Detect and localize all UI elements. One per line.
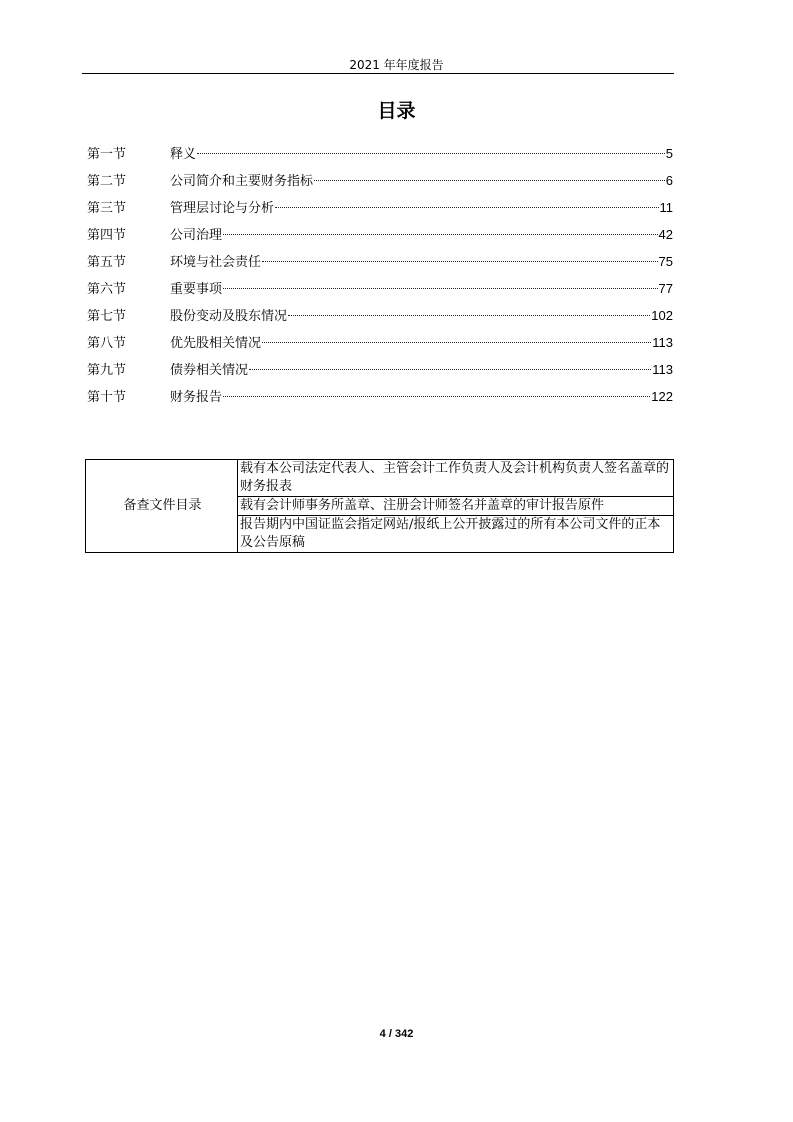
toc-section-number: 第十节 xyxy=(87,390,127,405)
toc-section-name: 重要事项 xyxy=(170,282,223,297)
reference-documents-table xyxy=(85,459,674,553)
toc-section-number: 第一节 xyxy=(87,147,127,162)
toc-section-number: 第四节 xyxy=(87,228,127,243)
toc-title: 目录 xyxy=(377,100,416,122)
toc-section-number: 第九节 xyxy=(87,363,127,378)
page-number: 4 / 342 xyxy=(379,1028,414,1040)
toc-leader-dots xyxy=(249,369,651,370)
toc-section-name: 股份变动及股东情况 xyxy=(170,309,288,324)
toc-page-number: 5 xyxy=(665,146,673,161)
toc-leader-dots xyxy=(223,396,650,397)
toc-section-number: 第二节 xyxy=(87,174,127,189)
toc-entry[interactable] xyxy=(87,360,673,387)
toc-leader-dots xyxy=(223,288,658,289)
toc-page-number: 122 xyxy=(651,389,673,404)
toc-page-number: 42 xyxy=(658,227,673,242)
toc-page-number: 75 xyxy=(658,254,673,269)
report-header-title: 2021 年年度报告 xyxy=(349,58,444,72)
reference-document-item: 载有本公司法定代表人、主管会计工作负责人及会计机构负责人签名盖章的财务报表 xyxy=(238,460,674,497)
toc-page-number: 113 xyxy=(652,362,673,377)
table-of-contents xyxy=(87,144,673,414)
toc-section-name: 释义 xyxy=(170,147,197,162)
toc-section-name: 优先股相关情况 xyxy=(170,336,262,351)
toc-leader-dots xyxy=(288,315,650,316)
toc-page-number: 6 xyxy=(665,173,673,188)
toc-section-name: 公司简介和主要财务指标 xyxy=(170,174,314,189)
toc-entry[interactable] xyxy=(87,198,673,225)
toc-page-number: 77 xyxy=(658,281,673,296)
toc-section-name: 环境与社会责任 xyxy=(170,255,262,270)
toc-entry[interactable] xyxy=(87,387,673,414)
toc-leader-dots xyxy=(223,234,658,235)
reference-document-item: 报告期内中国证监会指定网站/报纸上公开披露过的所有本公司文件的正本及公告原稿 xyxy=(238,516,674,553)
toc-section-number: 第七节 xyxy=(87,309,127,324)
toc-leader-dots xyxy=(275,207,658,208)
toc-leader-dots xyxy=(262,261,658,262)
header-divider xyxy=(82,73,674,74)
toc-page-number: 102 xyxy=(651,308,673,323)
toc-section-name: 管理层讨论与分析 xyxy=(170,201,275,216)
toc-entry[interactable] xyxy=(87,225,673,252)
toc-entry[interactable] xyxy=(87,306,673,333)
toc-section-number: 第五节 xyxy=(87,255,127,270)
toc-entry[interactable] xyxy=(87,171,673,198)
toc-entry[interactable] xyxy=(87,279,673,306)
toc-section-name: 财务报告 xyxy=(170,390,223,405)
toc-section-number: 第六节 xyxy=(87,282,127,297)
toc-entry[interactable] xyxy=(87,333,673,360)
reference-document-item: 载有会计师事务所盖章、注册会计师签名并盖章的审计报告原件 xyxy=(238,497,674,516)
toc-leader-dots xyxy=(197,153,665,154)
toc-leader-dots xyxy=(262,342,651,343)
toc-page-number: 11 xyxy=(659,200,673,215)
toc-entry[interactable] xyxy=(87,144,673,171)
toc-leader-dots xyxy=(314,180,665,181)
reference-documents-label: 备查文件目录 xyxy=(86,460,238,553)
toc-section-name: 公司治理 xyxy=(170,228,223,243)
toc-entry[interactable] xyxy=(87,252,673,279)
toc-section-number: 第三节 xyxy=(87,201,127,216)
toc-page-number: 113 xyxy=(652,335,673,350)
toc-section-number: 第八节 xyxy=(87,336,127,351)
toc-section-name: 债券相关情况 xyxy=(170,363,249,378)
